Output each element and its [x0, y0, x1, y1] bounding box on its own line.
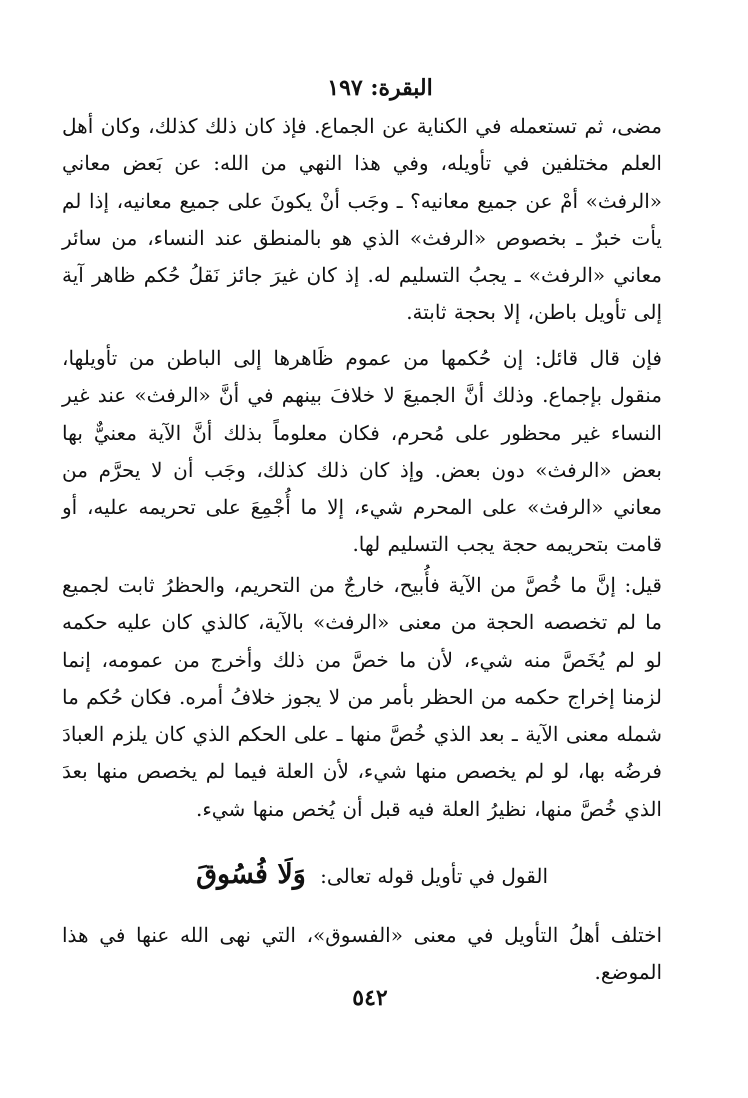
section-heading — [196, 858, 548, 893]
page-header: البقرة: ١٩٧ — [327, 75, 433, 101]
page-number: ٥٤٢ — [352, 985, 388, 1011]
paragraph-1: مضى، ثم تستعمله في الكناية عن الجماع. فإذ كان ذلك كذلك، وكان أهل العلم مختلفين في تأويله، وفي هذا النهي من الله: عن بَعض معاني «الرفث» أمْ عن جميع معانيه؟ ـ وجَب أنْ يكونَ على جميع معانيه، إذا لم يأت خبرٌ ـ بخصوص «الرفث» الذي هو بالمنطق عند النساء، من سائر معاني «الرفث» ـ يجبُ التسليم له. إذ كان غيرَ جائز نَقلُ حُكم ظاهر آية إلى تأويل باطن، إلا بحجة ثابتة. — [62, 114, 662, 325]
paragraph-3: قيل: إنَّ ما خُصَّ من الآية فأُبيح، خارجٌ من التحريم، والحظرُ ثابت لجميع ما لم تخصصه الحجة من معنى «الرفث» بالآية، كالذي كان عليه حكمه لو لم يُخَصَّ منه شيء، لأن ما خصَّ من ذلك وأخرج من عمومه، إنما لزمنا إخراج حكمه من الحظر بأمر من لا يجوز خلافُ أمره. فكان حُكم ما شمله معنى الآية ـ بعد الذي خُصَّ منها ـ على الحكم الذي كان يلزم العبادَ فرضُه بها، لو لم يخصص منها شيء، لأن العلة فيما لم يخصص منها بعدَ الذي خُصَّ منها، نظيرُ العلة فيه قبل أن يُخص منها شيء. — [62, 573, 662, 821]
section-heading-text: القول في تأويل قوله تعالى: — [320, 864, 548, 888]
paragraph-2: فإن قال قائل: إن حُكمها من عموم ظَاهرها إلى الباطن من تأويلها، منقول بإجماع. وذلك أنَّ الجميعَ لا خلافَ بينهم في أنَّ «الرفث» عند غير النساء غير محظور على مُحرم، فكان معلوماً بذلك أنَّ الآية معنيٌّ بها بعض «الرفث» دون بعض. وإذ كان ذلك كذلك، وجَب أن لا يحرَّم من معاني «الرفث» على المحرم شيء، إلا ما أُجْمِعَ على تحريمه عليه، أو قامت بتحريمه حجة يجب التسليم لها. — [62, 346, 662, 557]
quran-phrase: وَلَا فُسُوقَ — [196, 859, 306, 890]
paragraph-4: اختلف أهلُ التأويل في معنى «الفسوق»، التي نهى الله عنها في هذا الموضع. — [62, 923, 662, 985]
